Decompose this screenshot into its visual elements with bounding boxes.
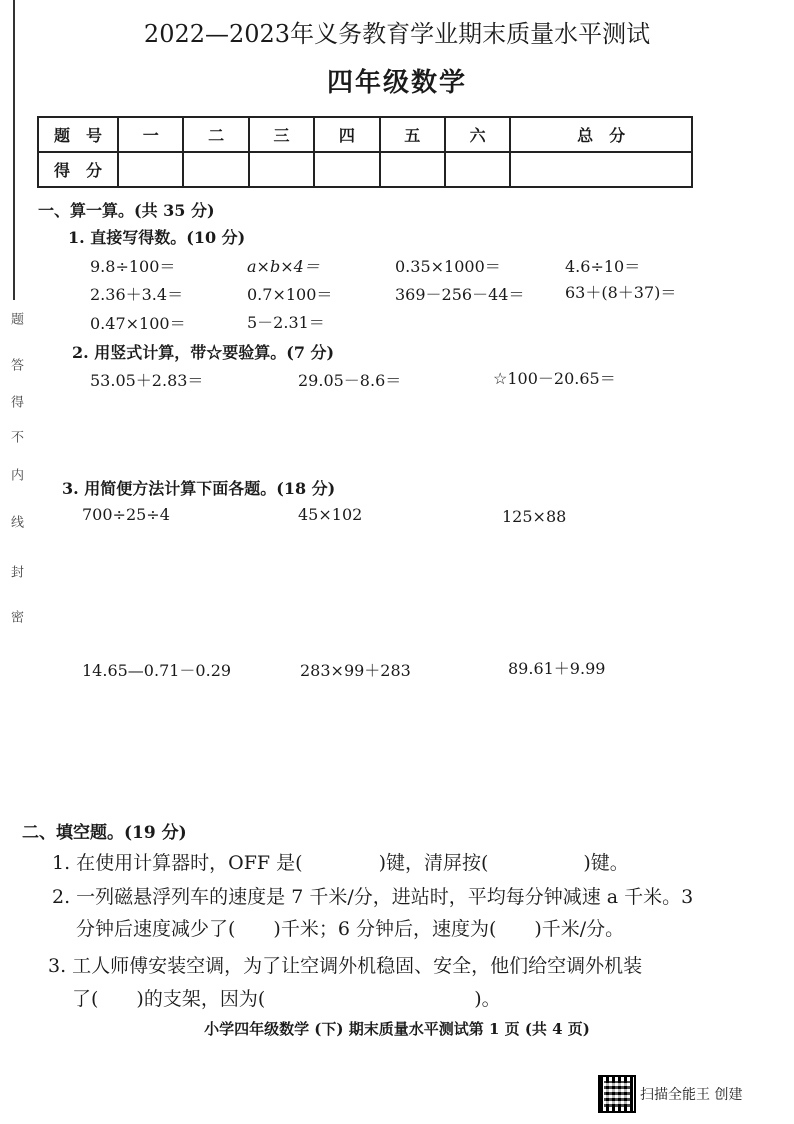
score-header-cell: 一 [118, 117, 183, 152]
score-cell[interactable] [510, 152, 692, 187]
q1-item: 0.35×1000＝ [395, 257, 501, 276]
side-char: 答 [8, 358, 23, 371]
q3-title: 3. 用简便方法计算下面各题。(18 分) [62, 479, 336, 498]
score-header-cell: 题 号 [38, 117, 118, 152]
fill-q2-line1: 2. 一列磁悬浮列车的速度是 7 千米/分，进站时，平均每分钟减速 a 千米。3 [52, 886, 694, 908]
page-footer: 小学四年级数学 (下) 期末质量水平测试第 1 页 (共 4 页) [204, 1020, 590, 1038]
fill-q3-line1: 3. 工人师傅安装空调，为了让空调外机稳固、安全，他们给空调外机装 [48, 955, 643, 977]
score-header-cell: 总 分 [510, 117, 692, 152]
score-row-label: 得 分 [38, 152, 118, 187]
score-cell[interactable] [314, 152, 379, 187]
score-header-cell: 六 [445, 117, 510, 152]
section1-heading: 一、算一算。(共 35 分) [38, 201, 215, 220]
fill-q3-line2: 了( )的支架，因为( )。 [72, 988, 501, 1010]
score-cell[interactable] [118, 152, 183, 187]
section2-heading: 二、填空题。(19 分) [22, 823, 187, 843]
q2-item: 29.05－8.6＝ [298, 371, 402, 390]
score-header-cell: 二 [183, 117, 248, 152]
q2-item: ☆100－20.65＝ [493, 369, 616, 388]
side-char: 不 [8, 430, 23, 443]
scanner-watermark: 扫描全能王 创建 [640, 1087, 743, 1103]
page-subtitle: 四年级数学 [326, 68, 467, 98]
q2-title: 2. 用竖式计算，带☆要验算。(7 分) [72, 343, 335, 362]
q3-item: 89.61＋9.99 [508, 659, 606, 678]
side-char: 线 [8, 515, 23, 528]
q1-item: 4.6÷10＝ [565, 257, 641, 276]
q3-item: 45×102 [298, 505, 363, 524]
q1-item: 0.7×100＝ [247, 285, 333, 304]
page-title: 2022—2023年义务教育学业期末质量水平测试 [143, 20, 651, 48]
score-header-cell: 四 [314, 117, 379, 152]
q3-item: 125×88 [502, 507, 567, 526]
side-char: 封 [8, 565, 23, 578]
q3-item: 14.65—0.71－0.29 [82, 661, 232, 680]
side-char: 题 [8, 312, 23, 325]
fill-q2-line2: 分钟后速度减少了( )千米；6 分钟后，速度为( )千米/分。 [76, 918, 625, 940]
score-header-cell: 五 [380, 117, 445, 152]
q3-item: 283×99＋283 [300, 661, 411, 680]
q1-item: 5－2.31＝ [247, 313, 325, 332]
q3-item: 700÷25÷4 [82, 505, 170, 524]
side-char: 得 [8, 395, 23, 408]
score-table-header-row [38, 117, 692, 152]
q1-item: 63＋(8＋37)＝ [565, 283, 677, 302]
fill-q1: 1. 在使用计算器时，OFF 是( )键，清屏按( )键。 [52, 852, 629, 874]
q1-title: 1. 直接写得数。(10 分) [68, 228, 246, 247]
q1-item: 2.36＋3.4＝ [90, 285, 184, 304]
q1-item: a×b×4＝ [247, 257, 320, 276]
q2-item: 53.05＋2.83＝ [90, 371, 204, 390]
q1-item: 369－256－44＝ [395, 285, 525, 304]
side-char: 密 [8, 610, 23, 623]
score-table-score-row [38, 152, 692, 187]
qr-code-icon [598, 1075, 636, 1113]
score-cell[interactable] [183, 152, 248, 187]
score-cell[interactable] [249, 152, 314, 187]
q1-item: 0.47×100＝ [90, 314, 186, 333]
score-header-cell: 三 [249, 117, 314, 152]
q1-item: 9.8÷100＝ [90, 257, 176, 276]
score-table [37, 116, 693, 188]
score-cell[interactable] [380, 152, 445, 187]
side-char: 内 [8, 468, 23, 481]
score-cell[interactable] [445, 152, 510, 187]
